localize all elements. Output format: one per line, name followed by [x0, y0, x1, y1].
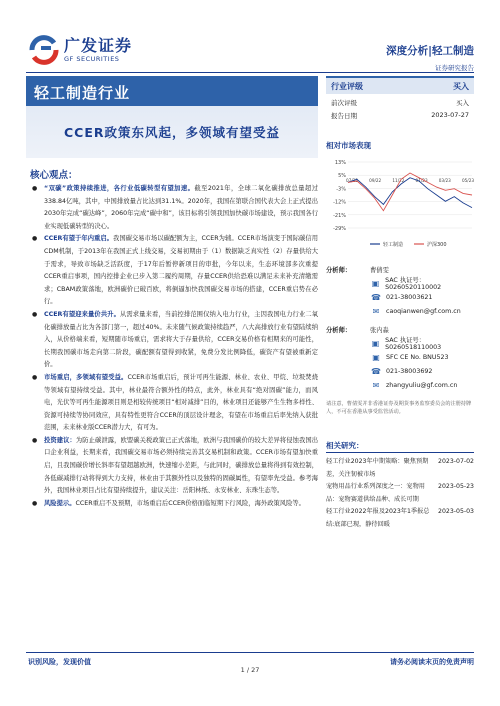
core-view-text: 我国碳交易市场以碳配额为主，CCER为辅。CCER市场演变于国际碳信用CDM机制，于2013年在我国正式上线交易，交易初期由于（1）数据缺乏真实性（2）存量供给大于需求，导致市场缺乏活跃度，于17年后暂停新项目的审批，今年以来，生态环境部多次重提CCER重启事项，国内控排企业已步入第二履约周期，存量CCER供给恐难以满足未来补充清缴需求；CBAM政策落地，欧洲碳价已破百欧，将倒逼加快我国碳交易市场的搭建，CCER重启势在必行。: [44, 235, 318, 306]
x-tick-label: 05/23: [461, 178, 474, 183]
related-item-date: 2023-05-23: [438, 483, 474, 490]
related-item-title[interactable]: 轻工行业2023年中期策略：聚焦预期差，关注韧被市场: [326, 458, 429, 478]
analyst-info: [326, 262, 474, 392]
report-title: CCER政策东风起，多领域有望受益: [63, 125, 280, 140]
core-view-lead: 市场重启，多领域有望受益。: [44, 373, 128, 381]
analyst-disclaimer: 请注意，曹倩雯并非香港证券及期货事务监察委员会的注册持牌人，不可在香港从事受监管活动。: [326, 401, 472, 415]
rating-row-label: 前次评级: [331, 99, 357, 107]
footer-divider: [26, 652, 474, 653]
rating-box: [326, 76, 474, 120]
legend-label: 轻工制造: [383, 242, 404, 248]
x-tick-label: 01/23: [415, 178, 428, 183]
rating-header: [326, 76, 474, 94]
analyst-contact-text: 021-38003692: [386, 367, 433, 375]
core-view-item: [30, 372, 318, 435]
core-view-text: 为防止碳泄露，欧盟碳关税政策已正式落地，欧洲与我国碳价的较大差异将侵蚀我国出口企业利益，长期来看，我国碳交易市场必须持续完善其交易机制和政策。CCER市场有望加快重启，且我国碳价增长斜率有望超越欧洲，快速缩小差距，与此同时，碳排放总量将得到有效控制，各低碳减排行动将得到大力支持，林业由于其额外性以及独特的固碳属性，有望率先受益。参考海外，我国林业项目占比有望持续提升，建议关注：岳阳林纸、永安林业、东珠生态等。: [44, 436, 319, 495]
analyst-contact-row: [326, 304, 474, 318]
core-view-lead: CCER有望于年内重启。: [44, 235, 113, 243]
core-view-item: [30, 183, 318, 233]
id-icon: ▣: [372, 352, 380, 362]
core-view-text: 截至2021年，全球二氧化碳排放总量超过338.84亿吨，其中，中国排放量占比达到31.1%。2020年，我国在第联合国代表大会上正式提出2030年完成“碳达峰”，2060年完成“碳中和”，该目标将引领我国加快碳市场建设，预示我国各行业实现低碳转型的决心。: [44, 185, 319, 230]
analyst-name: 曹倩雯: [370, 266, 389, 274]
x-tick-label: 07/22: [345, 178, 359, 183]
legend-label: 沪深300: [427, 242, 447, 248]
related-item[interactable]: [326, 456, 474, 481]
y-tick-label: -21%: [333, 212, 346, 219]
core-view-item: [30, 498, 318, 511]
core-view-lead: CCER有望迎来量价共升。: [44, 310, 120, 318]
rating-row-previous: [326, 94, 474, 107]
y-tick-label: -12%: [333, 199, 346, 206]
analyst-contact-text[interactable]: zhangyuliu@gf.com.cn: [386, 381, 458, 389]
y-tick-label: 13%: [334, 160, 346, 166]
analyst-contact-text: SFC CE No. BNU523: [386, 353, 449, 361]
related-item-date: 2023-07-02: [438, 458, 474, 465]
related-item[interactable]: [326, 481, 474, 506]
id-icon: ▣: [371, 338, 380, 348]
rating-row-value: 2023-07-27: [431, 111, 469, 119]
x-tick-label: 09/22: [369, 178, 382, 183]
footer-disclaimer-link[interactable]: 请务必阅读末页的免责声明: [390, 658, 474, 666]
core-view-text: 从需求量来看，当前控排范围仅纳入电力行业，主因我国电力行业二氧化碳排放量占比为各部门第一，超过40%。未来随气候政策持续趋严，八大高排放行业有望陆续纳入，从价格端来看，短期随市场重启，需求将大于存量供给，CCER交易价格有相期来的可能性，长期我国碳市场走向第二阶段，碳配额有望得到收紧，免费分发比例降低，碳资产有望被重新定价。: [44, 310, 318, 369]
header-divider: [26, 72, 474, 73]
mail-icon: ✉: [372, 306, 380, 316]
y-tick-label: -3%: [336, 186, 346, 193]
rating-row-date: [326, 107, 474, 120]
analyst-label: 分析师：: [326, 326, 352, 334]
analyst-contact-row: [326, 364, 474, 378]
analyst-contact-text: 021-38003621: [386, 293, 433, 301]
phone-icon: ☎: [371, 292, 381, 302]
analyst-contact-text: SAC 执证号：S0260518110003: [385, 337, 442, 351]
related-item-title[interactable]: 轻工行业2022年报及2023年1季报总结:底部已现，静待回暖: [326, 508, 430, 528]
phone-icon: ☎: [371, 366, 381, 376]
footer-slogan: 识别风险，发现价值: [28, 658, 91, 666]
core-view-item: [30, 435, 318, 498]
related-item-title[interactable]: 宠物用品行业系列深度之一：宠物用品：宠物赛道供给品种、成长可期: [326, 483, 425, 503]
core-view-text: CCER重启不及预期，市场重启后CCER价格面临短期下行风险，海外政策风险等。: [75, 499, 305, 507]
page-number: 1 / 27: [240, 666, 260, 674]
rating-row-value: 买入: [456, 99, 469, 107]
mail-icon: ✉: [372, 380, 380, 390]
market-performance-chart: [326, 156, 474, 252]
core-view-item: [30, 233, 318, 309]
title-banner: [26, 76, 318, 158]
id-icon: ▣: [371, 278, 380, 288]
x-tick-label: 11/22: [392, 178, 405, 183]
market-chart-title: 相对市场表现: [326, 141, 371, 150]
core-view-item: [30, 309, 318, 372]
core-view-lead: “双碳”政策持续推进，各行业低碳转型有望加速。: [44, 185, 195, 192]
related-item-date: 2023-05-03: [438, 508, 474, 515]
core-views-title: 核心观点：: [30, 170, 78, 181]
report-header-right: [386, 43, 474, 72]
report-subtype: 证券研究报告: [435, 64, 474, 72]
analyst-name-row: [326, 262, 474, 276]
analyst-label: 分析师：: [326, 266, 352, 274]
y-tick-label: 5%: [338, 173, 346, 180]
logo-text-cn: 广发证券: [64, 35, 133, 55]
related-research-list: [326, 456, 474, 531]
gf-logo-icon: [28, 34, 60, 66]
analyst-name: 张内淼: [370, 326, 389, 334]
core-view-lead: 风险提示。: [44, 499, 76, 507]
logo-text-en: GF SECURITIES: [64, 54, 120, 63]
rating-row-label: 报告日期: [331, 112, 357, 120]
related-item[interactable]: [326, 506, 474, 531]
related-divider: [326, 452, 474, 453]
industry-label: 轻工制造行业: [26, 76, 318, 106]
company-logo: [28, 34, 132, 66]
rating-head-value: 买入: [453, 81, 469, 91]
analyst-contact-row: [326, 350, 474, 364]
core-views-list: [30, 183, 318, 510]
analyst-contact-text[interactable]: caoqianwen@gf.com.cn: [386, 307, 461, 315]
analyst-contact-row: [326, 336, 474, 350]
related-research-title: 相关研究：: [326, 441, 364, 450]
analyst-contact-row: [326, 276, 474, 290]
rating-head-label: 行业评级: [331, 81, 363, 91]
analyst-contact-row: [326, 290, 474, 304]
analyst-contact-text: SAC 执证号：S0260520110002: [385, 277, 442, 291]
core-view-text: CCER市场重启后，预计可再生能源、林业、农业、甲烷、垃圾焚烧等领域有望持续受益。其中，林业最符合额外性的特点，此外，林业具有“绝对固碳”能力，而风电，光伏等可再生能源项目则是相较传统项目“相对减排”目的，林业项目还能够产生生物多样性、资源可持续等协同效应，具有特性更符合CCER的顶层设计理念，有望在市场重启后率先纳入获批范围，未来林业版CCER潜力大，有可为。: [44, 373, 319, 432]
x-tick-label: 03/23: [438, 178, 451, 183]
report-type: 深度分析|轻工制造: [386, 45, 474, 57]
series-line: [345, 178, 472, 208]
series-line: [345, 173, 472, 211]
analyst-contact-row: [326, 378, 474, 392]
y-tick-label: -29%: [333, 226, 346, 232]
analyst-name-row: [326, 322, 474, 336]
core-view-lead: 投资建议：: [44, 436, 76, 444]
